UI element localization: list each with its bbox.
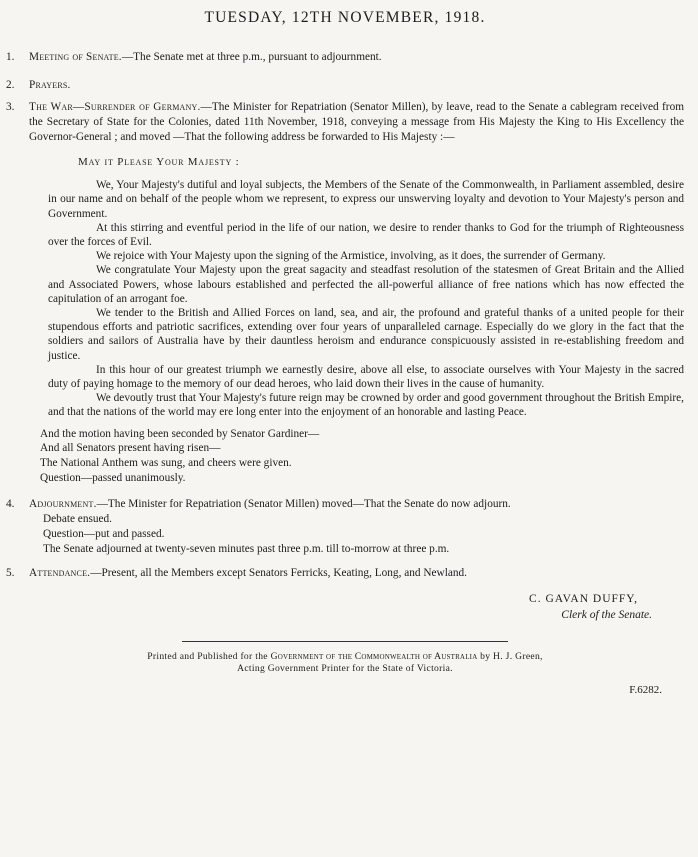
entry-heading: Meeting of Senate. xyxy=(29,51,122,63)
motion-line: And the motion having been seconded by Senator Gardiner— xyxy=(40,427,320,440)
imprint-line-1 xyxy=(6,651,684,663)
entry-heading: Adjournment. xyxy=(29,497,97,510)
signatory-title: Clerk of the Senate. xyxy=(561,608,652,621)
entry-heading: Attendance. xyxy=(29,566,91,579)
motion-record xyxy=(6,427,684,486)
adjournment-line: Debate ensued. xyxy=(43,512,113,525)
divider xyxy=(182,641,508,642)
entry-text: —Present, all the Members except Senators Ferricks, Keating, Long, and Newland. xyxy=(90,566,467,579)
motion-line: The National Anthem was sung, and cheers were given. xyxy=(40,457,292,470)
adjournment-line: The Senate adjourned at twenty-seven minutes past three p.m. till to-morrow at three p.m. xyxy=(43,542,450,555)
entry-heading: The War—Surrender of Germany. xyxy=(29,101,201,113)
entry-meeting-of-senate xyxy=(6,50,684,65)
address-paragraph: We devoutly trust that Your Majesty's future reign may be crowned by order and good government throughout the British Empire, and that the nations of the world may ere long enter into the enjoyment of an honorable and lasting Peace. xyxy=(48,392,684,419)
address-paragraph: We rejoice with Your Majesty upon the signing of the Armistice, involving, as it does, the surrender of Germany. xyxy=(96,250,606,263)
address-to-majesty xyxy=(6,155,684,420)
adjournment-line: Question—put and passed. xyxy=(43,527,165,540)
imprint-line-2: Acting Government Printer for the State of Victoria. xyxy=(237,662,453,674)
address-paragraph: We congratulate Your Majesty upon the great sagacity and steadfast resolution of the statesmen of Great Britain and the Allied and Associated Powers, whose labours established and perfected the all-powerful alliance of free nations which has now effected the capitulation of an arrogant foe. xyxy=(48,264,684,305)
imprint-printer: by H. J. Green, xyxy=(480,650,543,662)
address-paragraph: At this stirring and eventful period in the life of our nation, we desire to render thanks to God for the triumph of Righteousness over the forces of Evil. xyxy=(48,221,684,249)
entry-number: 1. xyxy=(6,51,15,63)
form-number: F.6282. xyxy=(629,683,662,696)
entry-text: —The Minister for Repatriation (Senator Millen) moved—That the Senate do now adjourn. xyxy=(96,497,511,510)
entry-number: 3. xyxy=(6,101,15,113)
address-salutation: May it Please Your Majesty : xyxy=(78,156,240,168)
entry-number: 4. xyxy=(6,497,15,510)
imprint-prefix: Printed and Published for the xyxy=(147,650,268,662)
address-paragraph: We, Your Majesty's dutiful and loyal subjects, the Members of the Senate of the Commonwealth, in Parliament assembled, desire in our name and on behalf of the people whom we represent, to express our unswerving loyalty and devotion to Your Majesty's person and Government. xyxy=(48,179,684,220)
entry-prayers xyxy=(6,78,684,93)
entry-text: —The Senate met at three p.m., pursuant to adjournment. xyxy=(121,51,382,63)
entry-the-war xyxy=(6,100,684,145)
entry-number: 5. xyxy=(6,566,15,579)
printer-imprint xyxy=(6,651,684,675)
entry-adjournment xyxy=(6,497,684,557)
entry-text: —The Minister for Repatriation (Senator Millen), by leave, read to the Senate a cablegram received from the Secretary of State for the Colonies, dated 11th November, 1918, conveying a message from His Majesty the King to His Excellency the Governor-General ; and moved —That the following address be forwarded to His Majesty :— xyxy=(29,101,684,143)
entry-attendance xyxy=(6,566,684,581)
signatory-name: C. GAVAN DUFFY, xyxy=(529,592,638,605)
motion-line: And all Senators present having risen— xyxy=(40,442,221,455)
entry-number: 2. xyxy=(6,79,15,91)
motion-line: Question—passed unanimously. xyxy=(40,472,186,485)
entry-heading: Prayers. xyxy=(29,79,71,91)
address-paragraph: We tender to the British and Allied Forces on land, sea, and air, the profound and grateful thanks of a united people for their stupendous efforts and patriotic sacrifices, extending over four years of unparalleled carnage. Especially do we glory in the fact that the soldiers and sailors of Australia have by their dauntless heroism and endurance conspicuously assisted in re-establishing freedom and justice. xyxy=(48,307,684,362)
page-date: TUESDAY, 12TH NOVEMBER, 1918. xyxy=(204,9,486,26)
signature-block xyxy=(6,591,684,623)
imprint-government: Government of the Commonwealth of Australia xyxy=(270,650,478,662)
address-paragraph: In this hour of our greatest triumph we earnestly desire, above all else, to associate ourselves with Your Majesty in the sacred duty of paying homage to the memory of our dead heroes, who laid down their lives in the cause of humanity. xyxy=(48,363,684,391)
